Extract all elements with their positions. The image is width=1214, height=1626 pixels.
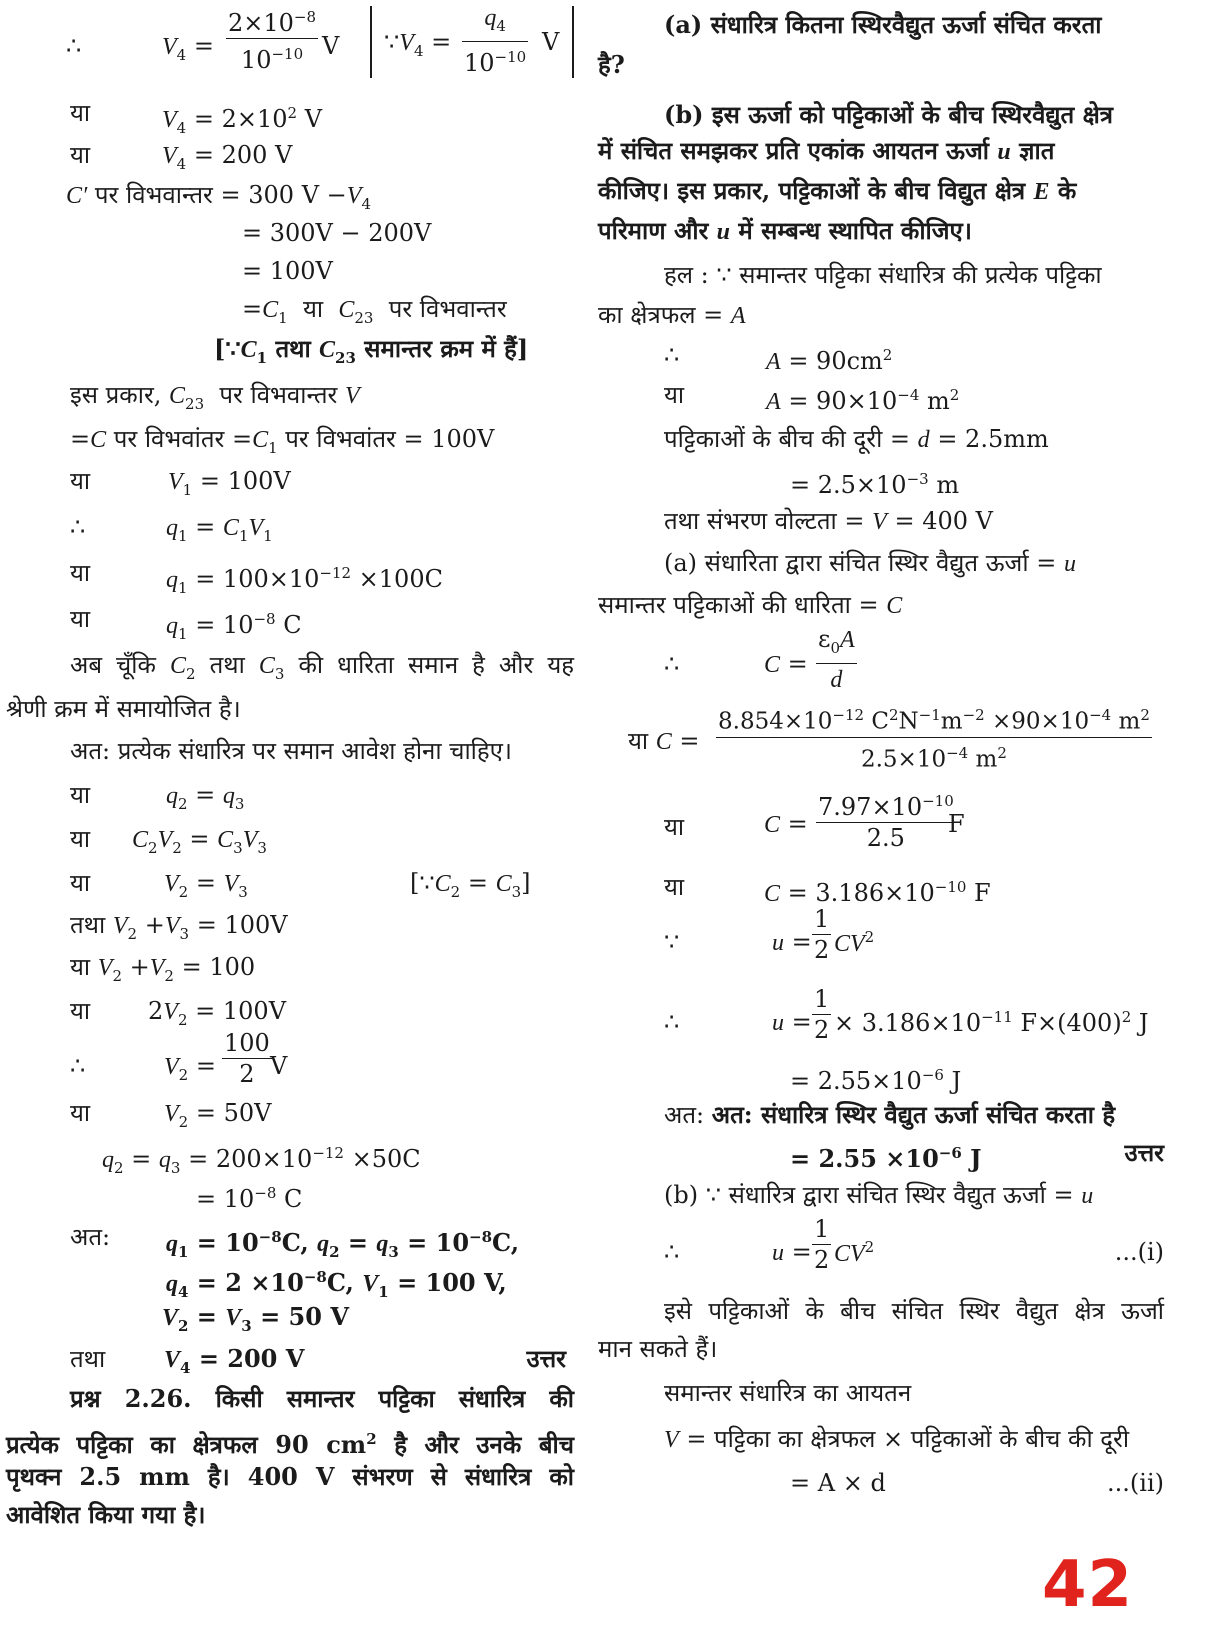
eq-line: $q_2 = q_3 = 200\times 10^{-12} \times 50C$ — [102, 1144, 421, 1177]
question-line: प्रत्येक पट्टिका का क्षेत्रफल 90 $cm^2$ है और उनके बीच — [6, 1430, 574, 1459]
text-line: अत: अत: संधारित्र स्थिर वैद्युत ऊर्जा संचित करता है — [664, 1100, 1116, 1129]
eq-line: या $A = 90\times 10^{-4}$ $m^2$ — [664, 381, 960, 415]
eq-line: या $q_2 = q_3$ — [70, 781, 245, 813]
eq-line: = A × d ...(ii) — [790, 1469, 1164, 1497]
solution-heading: हल : ∵ समान्तर पट्टिका संधारित्र की प्रत्येक पट्टिका — [664, 261, 1102, 289]
paragraph-line: अब चूँकि $C_2$ तथा $C_3$ की धारिता समान है और यह — [70, 651, 574, 683]
answer-label: उत्तर — [526, 1344, 566, 1373]
eq-line: ∴ $q_1 = C_1V_1$ — [70, 513, 273, 545]
paragraph-line: इसे पट्टिकाओं के बीच संचित स्थिर वैद्युत क्षेत्र ऊर्जा — [664, 1297, 1164, 1325]
eq-line: या $V_2 +V_2 = 100$ — [70, 953, 256, 985]
eq-line: = $10^{-8}$ C — [196, 1184, 303, 1213]
answer-line: तथा $V_4 = 200$ V उत्तर — [70, 1344, 566, 1377]
paragraph-line: अत: प्रत्येक संधारित्र पर समान आवेश होना चाहिए। — [70, 737, 512, 765]
text-line: (b) ∵ संधारित्र द्वारा संचित स्थिर वैद्युत ऊर्जा = u — [664, 1181, 1094, 1209]
eq-line: V = पट्टिका का क्षेत्रफल × पट्टिकाओं के बीच की दूरी — [664, 1425, 1130, 1453]
therefore-symbol: ∴ — [66, 32, 82, 60]
answer-line: $V_2 = V_3 = 50$ V — [162, 1302, 349, 1335]
eq-line: = 100V — [242, 257, 333, 285]
eq-line: या $V_2 = V_3$ $[\because C_2 = C_3]$ — [70, 869, 531, 901]
answer-line: $q_4 = 2 \times 10^{-8}C$, $V_1 = 100$ V, — [166, 1268, 507, 1301]
eq-line: C′ पर विभवान्तर = 300 $V -V_4$ — [66, 181, 371, 213]
equation-number: ...(ii) — [1107, 1469, 1164, 1497]
eq-line: = $2.5\times 10^{-3}$ m — [790, 470, 960, 499]
text-line: =C पर विभवांतर $=C_1$ पर विभवांतर = 100V — [70, 425, 495, 457]
paragraph-line: मान सकते हैं। — [598, 1335, 718, 1363]
fraction: $\frac{\varepsilon_0A}{d}$ — [818, 625, 855, 693]
fraction: $\frac{1}{2}$ — [814, 985, 830, 1044]
eq-line: या $q_1 = 100\times 10^{-12} \times 100C$ — [70, 559, 443, 597]
text-line: समान्तर संधारित्र का आयतन — [664, 1379, 912, 1407]
equation-number: ...(i) — [1114, 1238, 1164, 1266]
question-heading: प्रश्न 2.26. किसी समान्तर पट्टिका संधारित्र की — [70, 1384, 574, 1413]
eq-line: या $V_2 = 50V$ — [70, 1099, 272, 1131]
note-line: [$\because C_1$ तथा $C_{23}$ समान्तर क्रम में हैं] — [214, 334, 529, 367]
answer-line: = $2.55 \times 10^{-6}$ J उत्तर — [790, 1138, 1164, 1173]
eq-line: या $q_1 = 10^{-8}$ C — [70, 605, 302, 643]
fraction: $\frac{7.97\times 10^{-10}}{2.5}$ — [816, 786, 956, 853]
question-part-b: कीजिए। इस प्रकार, पट्टिकाओं के बीच विद्युत क्षेत्र E के — [598, 176, 1077, 205]
solution-line: का क्षेत्रफल = A — [598, 301, 746, 329]
question-part-b: (b) इस ऊर्जा को पट्टिकाओं के बीच स्थिरवैद्युत क्षेत्र — [664, 100, 1114, 129]
question-part-b: में संचित समझकर प्रति एकांक आयतन ऊर्जा u ज्ञात — [598, 136, 1055, 165]
fraction: $\frac{1}{2}$ — [814, 905, 830, 964]
question-part-a: (a) संधारित्र कितना स्थिरवैद्युत ऊर्जा संचित करता — [664, 10, 1102, 39]
left-column: ∴ $V_4$ = $\frac{2\times 10^{-8}}{10^{-10}}$ V $\because V_4$ = $\frac{q_4}{10^{-10}}$ V या $V_4 = 2\times 10^2$ V या $V_4 = 200$ V C′ पर विभवान्तर = 300 $V -V_4$ = 300V − 200V = 100V $=C_1$ या $C_{23}$ पर विभवान्तर [$\because C_1$ तथा $C_{23}$ समान्तर क्रम में हैं] इस प्रकार, $C_{23}$ पर विभवान्तर V =C पर विभवांतर $=C_1$ पर विभवांतर = 100V या $V_1 = 100V$ ∴ $q_1 = C_1V_1$ या $q_1 = 100\times 10^{-12} \times 100C$ या $q_1 = 10^{-8}$ C अब चूँकि $C_2$ तथा $C_3$ की धारिता समान है और यह श्रेणी क्रम में समायोजित है। अत: प्रत्येक संधारित्र पर समान आवेश होना चाहिए। या $q_2 = q_3$ या $C_2V_2 = C_3V_3$ या $V_2 = V_3$ $[\because C_2 = C_3]$ तथा $V_2 +V_3 = 100V$ या $V_2 +V_2 = 100$ या $2V_2 = 100V$ ∴ $V_2$ = $\frac{100}{2}$ V या $V_2 = 50V$ $q_2 = q_3 = 200\times 10^{-12} \times 50C$ = $10^{-8}$ C अत: $q_1 = 10^{-8}C$, $q_2 = q_3 = 10^{-8}C$, $q_4 = 2 \times 10^{-8}C$, $V_1 = 100$ V, $V_2 = V_3 = 50$ V तथा $V_4 = 200$ V उत्तर प्रश्न 2.26. किसी समान्तर पट्टिका संधारित्र की प्रत्येक पट्टिका का क्षेत्रफल 90 $cm^2$ है और उनके बीच पृथक्न 2.5 mm है। 400 V संभरण से संधारित्र को आवेशित किया गया है। — [0, 0, 600, 1626]
right-column: (a) संधारित्र कितना स्थिरवैद्युत ऊर्जा संचित करता है? (b) इस ऊर्जा को पट्टिकाओं के बीच स्थिरवैद्युत क्षेत्र में संचित समझकर प्रति एकांक आयतन ऊर्जा u ज्ञात कीजिए। इस प्रकार, पट्टिकाओं के बीच विद्युत क्षेत्र E के परिमाण और u में सम्बन्ध स्थापित कीजिए। हल : ∵ समान्तर पट्टिका संधारित्र की प्रत्येक पट्टिका का क्षेत्रफल = A ∴ $A = 90cm^2$ या $A = 90\times 10^{-4}$ $m^2$ पट्टिकाओं के बीच की दूरी = d = 2.5mm = $2.5\times 10^{-3}$ m तथा संभरण वोल्टता = V = 400 V (a) संधारिता द्वारा संचित स्थिर वैद्युत ऊर्जा = u समान्तर पट्टिकाओं की धारिता = C ∴ C = $\frac{\varepsilon_0A}{d}$ या C = $\frac{8.854\times 10^{-12} C^2N^{-1}m^{-2} \times 90\times 10^{-4} m^2}{2.5\times 10^{-4} m^2}$ या C = $\frac{7.97\times 10^{-10}}{2.5}$ F या $C = 3.186\times 10^{-10}$ F ∵ u = $\frac{1}{2}$ $CV^2$ ∴ u = $\frac{1}{2}$ × $3.186\times 10^{-11}$ $F\times(400)^2$ J = $2.55\times 10^{-6}$ J अत: अत: संधारित्र स्थिर वैद्युत ऊर्जा संचित करता है = $2.55 \times 10^{-6}$ J उत्तर (b) ∵ संधारित्र द्वारा संचित स्थिर वैद्युत ऊर्जा = u ∴ u = $\frac{1}{2}$ $CV^2$ ...(i) इसे पट्टिकाओं के बीच संचित स्थिर वैद्युत क्षेत्र ऊर्जा मान सकते हैं। समान्तर संधारित्र का आयतन V = पट्टिका का क्षेत्रफल × पट्टिकाओं के बीच की दूरी = A × d ...(ii) — [598, 10, 1164, 1497]
eq-line: तथा संभरण वोल्टता = V = 400 V — [664, 507, 993, 535]
page-number: 42 — [1042, 1548, 1134, 1622]
question-part-a: है? — [598, 50, 625, 79]
eq-line: या $C = 3.186\times 10^{-10}$ F — [664, 873, 991, 907]
eq-line: पट्टिकाओं के बीच की दूरी = d = 2.5mm — [664, 425, 1049, 453]
eq-line: ∴ $A = 90cm^2$ — [664, 341, 893, 375]
question-line: पृथक्न 2.5 mm है। 400 V संभरण से संधारित्र को — [6, 1462, 574, 1491]
answer-label: उत्तर — [1124, 1138, 1164, 1167]
eq-line: या $V_1 = 100V$ — [70, 467, 291, 499]
question-line: आवेशित किया गया है। — [6, 1500, 206, 1529]
eq-line: तथा $V_2 +V_3 = 100V$ — [70, 911, 288, 943]
eq-line: $=C_1$ या $C_{23}$ पर विभवान्तर — [242, 295, 507, 327]
question-part-b: परिमाण और u में सम्बन्ध स्थापित कीजिए। — [598, 216, 972, 245]
fraction: $\frac{1}{2}$ — [814, 1215, 830, 1274]
eq-line: या $V_4 = 2\times 10^2$ V — [70, 99, 323, 137]
paragraph-line: श्रेणी क्रम में समायोजित है। — [6, 695, 241, 723]
fraction: $\frac{2\times 10^{-8}}{10^{-10}}$ — [226, 2, 318, 75]
eq-line: या $C_2V_2 = C_3V_3$ — [70, 825, 267, 857]
text-line: समान्तर पट्टिकाओं की धारिता = C — [598, 591, 903, 619]
text-line: (a) संधारिता द्वारा संचित स्थिर वैद्युत ऊर्जा = u — [664, 549, 1076, 577]
eq-line: = 300V − 200V — [242, 219, 432, 247]
fraction: $\frac{q_4}{10^{-10}}$ — [462, 2, 528, 78]
answer-line: अत: $q_1 = 10^{-8}C$, $q_2 = q_3 = 10^{-8}C$, — [70, 1223, 520, 1261]
text-line: इस प्रकार, $C_{23}$ पर विभवान्तर V — [70, 381, 360, 413]
eq-line: या $V_4 = 200$ V — [70, 141, 293, 173]
fraction: $\frac{8.854\times 10^{-12} C^2N^{-1}m^{-2} \times 90\times 10^{-4} m^2}{2.5\times 10^{-4} m^2}$ — [716, 700, 1152, 774]
eq-line: या $2V_2 = 100V$ — [70, 997, 287, 1029]
eq-line: = $2.55\times 10^{-6}$ J — [790, 1066, 962, 1095]
eq-energy-i: ∴ u = $\frac{1}{2}$ $CV^2$ ...(i) — [664, 1215, 1164, 1274]
fraction: $\frac{100}{2}$ — [224, 1029, 270, 1088]
